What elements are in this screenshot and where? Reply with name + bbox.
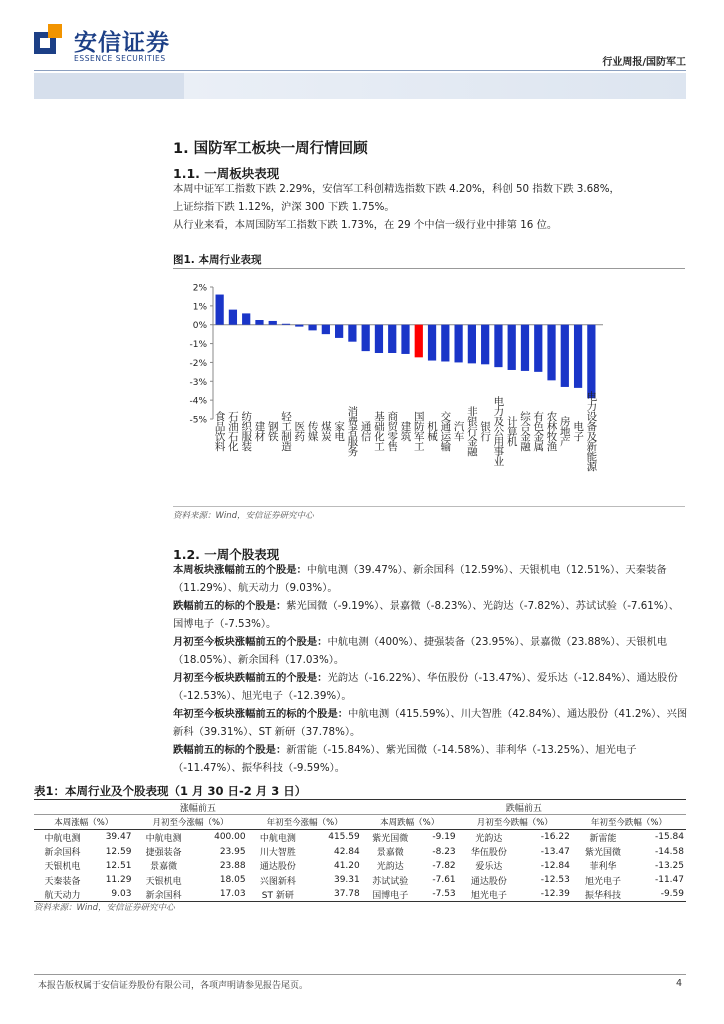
y-tick-label: -4% [189,396,207,407]
bar [255,320,263,325]
stock-value-cell: 23.95 [219,846,246,857]
x-category-label: 钢铁 [266,421,279,441]
stock-item [173,741,688,777]
stock-name-cell: 苏试试验 [372,876,409,887]
bar [415,325,423,358]
y-tick-label: 1% [192,302,207,313]
item-label: 月初至今板块涨幅前五的个股是： [173,636,328,648]
paragraph [173,180,693,234]
stock-name-cell: 天银机电 [44,862,81,873]
x-category-label: 农林牧渔 [545,411,558,451]
item-label: 年初至今板块涨幅前五的标的个股是： [173,708,349,720]
stock-value-cell: 9.03 [91,887,133,902]
item-text: 中航电测（39.47%）、新余国科（12.59%）、天银机电（12.51%）、天秦装备（11.29%）、航天动力（9.03%）。 [173,564,667,594]
item-label: 跌幅前五的标的个股是： [173,600,287,612]
bar [468,325,476,364]
bar [295,325,303,327]
stock-value-cell: -7.61 [432,875,456,886]
stock-name-cell: 中航电测 [44,833,81,844]
stock-value-cell: 11.29 [105,875,132,886]
stock-value-cell: -9.19 [432,832,456,843]
bar [454,325,462,363]
stock-name-cell: 光韵达 [376,862,404,873]
paragraph-line: 本周中证军工指数下跌 2.29%，安信军工科创精选指数下跌 4.20%，科创 50 指数下跌 3.68%， [173,183,620,195]
stock-value-cell: 400.00 [214,832,246,843]
item-text: 光韵达（-16.22%）、华伍股份（-13.47%）、爱乐达（-12.84%）、通达股份（-12.53%）、旭光电子（-12.39%）。 [173,672,678,702]
x-category-label: 石油石化 [226,411,239,451]
table-group-row [34,800,686,815]
table-row [34,830,686,845]
table-header-row [34,815,686,830]
x-category-label: 银行 [479,421,492,441]
logo-mark-icon [34,24,64,54]
stock-value-cell: -11.47 [654,875,684,886]
footer-disclaimer: 本报告版权属于安信证券股份有限公司，各项声明请参见报告尾页。 [38,981,309,991]
stock-name-cell: 川大智胜 [259,848,296,859]
bar [348,325,356,342]
stock-name-cell: 振华科技 [572,887,635,902]
bar [561,325,569,387]
stock-value-cell: -8.23 [432,846,456,857]
x-category-label: 机械 [426,421,439,441]
bar [388,325,396,353]
x-category-label: 基础化工 [372,411,385,451]
figure-divider [173,268,685,269]
stock-name-cell: 新余国科 [133,887,193,902]
col-header: 本周涨幅（%） [34,815,133,830]
col-header: 年初至今跌幅（%） [572,815,686,830]
table-title: 表1：本周行业及个股表现（1 月 30 日-2 月 3 日） [34,784,307,798]
col-header: 本周跌幅（%） [362,815,458,830]
item-text: 中航电测（400%）、捷强装备（23.95%）、景嘉微（23.88%）、天银机电（18.05%）、新余国科（17.03%）。 [173,636,668,666]
col-header: 年初至今涨幅（%） [248,815,362,830]
paragraph-line: 上证综指下跌 1.12%，沪深 300 下跌 1.75%。 [173,201,395,213]
stock-name-cell: 爱乐达 [475,862,503,873]
stock-name-cell: 中航电测 [259,833,296,844]
x-category-label: 房地产 [558,416,571,446]
x-category-label: 电子 [572,421,585,441]
x-category-label: 汽车 [452,421,465,441]
x-category-label: 交通运输 [439,411,452,451]
x-category-label: 传媒 [306,421,319,441]
stock-value-cell: 12.51 [105,860,132,871]
figure-source: 资料来源：Wind，安信证券研究中心 [173,511,314,521]
x-category-label: 通信 [359,421,372,441]
item-label: 月初至今板块跌幅前五的个股是： [173,672,328,684]
stock-item [173,669,688,705]
bar [521,325,529,371]
stock-name-cell: 紫光国微 [585,848,622,859]
stock-value-cell: -7.53 [419,887,458,902]
stock-value-cell: 17.03 [194,887,248,902]
stock-name-cell: ST 新研 [248,887,308,902]
stock-name-cell: 通达股份 [470,876,507,887]
table-source: 资料来源：Wind，安信证券研究中心 [34,903,175,913]
stock-name-cell: 华伍股份 [470,848,507,859]
stock-name-cell: 紫光国微 [372,833,409,844]
group-up-label: 涨幅前五 [34,800,362,815]
x-category-label: 纺织服装 [240,411,253,451]
stock-name-cell: 新余国科 [44,848,81,859]
stock-value-cell: -9.59 [634,887,686,902]
bar [335,325,343,338]
stock-value-cell: -7.82 [432,860,456,871]
report-type: 行业周报/国防军工 [602,57,686,68]
stock-name-cell: 航天动力 [34,887,91,902]
stock-value-cell: -13.47 [540,846,570,857]
stock-value-cell: 415.59 [328,832,360,843]
company-name-cn: 安信证券 [74,30,170,56]
section-title: 1. 国防军工板块一周行情回顾 [173,141,368,157]
bar [216,295,224,325]
group-down-label: 跌幅前五 [362,800,686,815]
header-divider [34,70,686,71]
stock-name-cell: 捷强装备 [145,848,182,859]
stock-value-cell: -14.58 [654,846,684,857]
stock-name-cell: 天秦装备 [44,876,81,887]
footer-divider [34,974,686,975]
header-band-accent [34,73,184,99]
x-category-label: 建材 [253,421,266,441]
stock-value-cell: -12.39 [520,887,572,902]
stock-value-cell: 42.84 [333,846,360,857]
stock-name-cell: 天银机电 [145,876,182,887]
subsection-title: 1.2. 一周个股表现 [173,547,280,562]
stock-name-cell: 景嘉微 [376,848,404,859]
bar [547,325,555,381]
x-category-label: 建筑 [399,421,412,441]
bar [375,325,383,353]
stock-value-cell: -12.84 [540,860,570,871]
y-tick-label: -1% [189,340,207,351]
stock-item [173,705,688,741]
bar [308,325,316,331]
x-category-label: 电力设备及新能源 [585,391,598,471]
table-row [34,873,686,887]
table-row [34,887,686,902]
figure-title: 图1. 本周行业表现 [173,254,262,266]
table-row [34,859,686,873]
subsection-title: 1.1. 一周板块表现 [173,166,280,181]
x-category-label: 轻工制造 [280,411,293,451]
item-label: 本周板块涨幅前五的个股是： [173,564,307,576]
col-header: 月初至今涨幅（%） [133,815,247,830]
page-number: 4 [675,978,682,989]
bar [282,324,290,325]
item-text: 紫光国微（-9.19%）、景嘉微（-8.23%）、光韵达（-7.82%）、苏试试验（-7.61%）、国博电子（-7.53%）。 [173,600,680,630]
y-tick-label: -5% [189,415,207,426]
x-category-label: 煤炭 [319,421,332,441]
stock-name-cell: 光韵达 [475,833,503,844]
x-category-label: 有色金属 [532,411,545,451]
industry-bar-chart [173,272,685,504]
bar [428,325,436,361]
stock-name-cell: 景嘉微 [150,862,178,873]
x-category-label: 商贸零售 [386,411,399,451]
stock-value-cell: 41.20 [333,860,360,871]
item-text: 新雷能（-15.84%）、紫光国微（-14.58%）、菲利华（-13.25%）、旭光电子（-11.47%）、振华科技（-9.59%）。 [173,744,637,774]
x-category-label: 计算机 [505,416,518,446]
bar [269,321,277,325]
stock-value-cell: 23.88 [219,860,246,871]
stock-value-cell: 18.05 [219,875,246,886]
bar [322,325,330,334]
x-category-label: 消费者服务 [346,406,359,456]
stock-name-cell: 中航电测 [145,833,182,844]
y-tick-label: 2% [192,283,207,294]
y-tick-label: 0% [192,321,207,332]
stock-item [173,597,688,633]
stock-name-cell: 新雷能 [589,833,617,844]
x-category-label: 家电 [333,421,346,441]
bar [401,325,409,354]
x-category-label: 非银行金融 [465,406,478,456]
figure-source-divider [173,506,685,507]
stock-item [173,561,688,597]
stock-value-cell: -12.53 [540,875,570,886]
stock-value-cell: -15.84 [654,832,684,843]
bar [229,310,237,325]
item-label: 跌幅前五的标的个股是： [173,744,287,756]
x-category-label: 电力及公用事业 [492,396,505,466]
paragraph-line: 从行业来看，本周国防军工指数下跌 1.73%，在 29 个中信一级行业中排第 16 位。 [173,219,558,231]
stock-value-cell: -13.25 [654,860,684,871]
bar [242,313,250,324]
x-category-label: 医药 [293,421,306,441]
stock-name-cell: 菲利华 [589,862,617,873]
bar [587,325,595,399]
stock-performance-list [173,561,688,777]
stock-name-cell: 旭光电子 [458,887,521,902]
table-body [34,830,686,902]
stock-name-cell: 兴图新科 [259,876,296,887]
bar [574,325,582,388]
bar [362,325,370,351]
company-name-en: ESSENCE SECURITIES [74,54,166,63]
table-row [34,845,686,859]
x-category-label: 国防军工 [412,411,425,451]
item-text: 中航电测（415.59%）、川大智胜（42.84%）、通达股份（41.2%）、兴图新科（39.31%）、ST 新研（37.78%）。 [173,708,688,738]
stock-value-cell: 39.47 [105,832,132,843]
x-category-label: 食品饮料 [213,411,226,451]
stock-item [173,633,688,669]
bar [508,325,516,370]
bar [481,325,489,365]
bar [441,325,449,362]
y-tick-label: -3% [189,377,207,388]
y-tick-label: -2% [189,358,207,369]
col-header: 月初至今跌幅（%） [458,815,572,830]
x-category-label: 综合金融 [518,411,531,451]
bar [534,325,542,372]
stock-value-cell: 39.31 [333,875,360,886]
stock-value-cell: 37.78 [308,887,362,902]
stock-value-cell: 12.59 [105,846,132,857]
stock-table [34,799,686,902]
stock-name-cell: 通达股份 [259,862,296,873]
bar [494,325,502,367]
stock-value-cell: -16.22 [540,832,570,843]
stock-name-cell: 旭光电子 [585,876,622,887]
stock-name-cell: 国博电子 [362,887,419,902]
